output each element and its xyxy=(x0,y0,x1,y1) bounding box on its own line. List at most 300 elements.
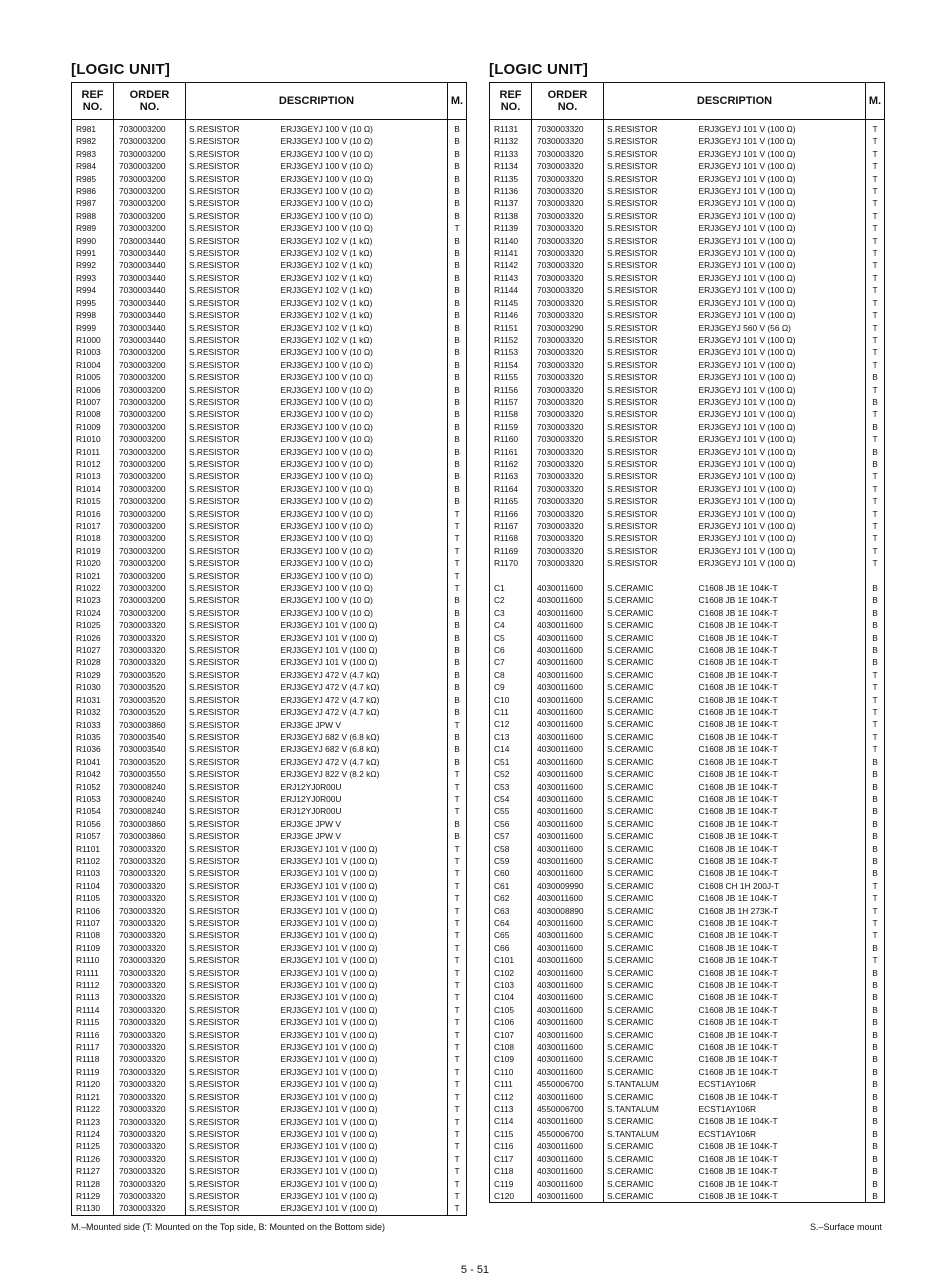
cell-part: ERJ3GEYJ 102 V (1 kΩ) xyxy=(278,235,448,247)
cell-desc: S.RESISTOR xyxy=(189,1004,240,1015)
cell-part: ERJ3GEYJ 101 V (100 Ω) xyxy=(696,433,866,445)
table-row xyxy=(72,880,467,892)
cell-desc: S.RESISTOR xyxy=(189,632,240,643)
cell-desc: S.RESISTOR xyxy=(189,533,240,544)
mounted-side-footnote: M.–Mounted side (T: Mounted on the Top side, B: Mounted on the Bottom side) xyxy=(71,1222,386,1232)
table-row xyxy=(72,259,467,271)
cell-desc: S.RESISTOR xyxy=(189,297,240,308)
cell-desc: S.RESISTOR xyxy=(189,645,240,656)
table-row xyxy=(72,222,467,234)
cell-m: T xyxy=(872,880,878,891)
cell-m: T xyxy=(454,1166,460,1177)
table-row xyxy=(72,867,467,879)
cell-order: 7030003320 xyxy=(532,259,604,271)
cell-desc: S.RESISTOR xyxy=(189,1116,240,1127)
cell-part: ERJ3GEYJ 560 V (56 Ω) xyxy=(696,322,866,334)
cell-ref: R992 xyxy=(72,259,114,271)
table-row xyxy=(72,1041,467,1053)
table-row xyxy=(490,1103,885,1115)
cell-desc: S.RESISTOR xyxy=(189,868,240,879)
table-row xyxy=(72,1202,467,1215)
cell-m: B xyxy=(872,1054,878,1065)
cell-desc: S.RESISTOR xyxy=(189,893,240,904)
cell-part: ERJ3GEYJ 472 V (4.7 kΩ) xyxy=(278,706,448,718)
cell-desc: S.CERAMIC xyxy=(607,657,654,668)
cell-desc: S.RESISTOR xyxy=(607,533,658,544)
cell-desc: S.RESISTOR xyxy=(189,855,240,866)
cell-desc: S.CERAMIC xyxy=(607,855,654,866)
cell-order: 4030011600 xyxy=(532,967,604,979)
cell-ref: C2 xyxy=(490,594,532,606)
cell-m: B xyxy=(454,347,460,358)
cell-order: 7030003200 xyxy=(114,160,186,172)
cell-ref: R1053 xyxy=(72,793,114,805)
cell-order: 7030003320 xyxy=(532,185,604,197)
cell-desc: S.CERAMIC xyxy=(607,1178,654,1189)
cell-ref: R1033 xyxy=(72,719,114,731)
cell-desc: S.RESISTOR xyxy=(189,260,240,271)
table-row xyxy=(72,706,467,718)
table-row xyxy=(490,718,885,730)
table-row xyxy=(490,421,885,433)
cell-ref: R1159 xyxy=(490,421,532,433)
cell-order: 7030003320 xyxy=(532,359,604,371)
cell-part: C1608 JB 1E 104K-T xyxy=(696,582,866,594)
cell-m: T xyxy=(454,1190,460,1201)
cell-part: ERJ3GEYJ 102 V (1 kΩ) xyxy=(278,259,448,271)
cell-desc: S.RESISTOR xyxy=(607,446,658,457)
right-parts-table xyxy=(489,82,885,1203)
cell-desc: S.RESISTOR xyxy=(189,458,240,469)
cell-order: 4030011600 xyxy=(532,1066,604,1078)
cell-part: ERJ3GEYJ 682 V (6.8 kΩ) xyxy=(278,731,448,743)
cell-desc: S.RESISTOR xyxy=(189,421,240,432)
table-row xyxy=(490,731,885,743)
cell-part: C1608 JB 1E 104K-T xyxy=(696,954,866,966)
cell-m: B xyxy=(872,831,878,842)
cell-part: ERJ3GEYJ 472 V (4.7 kΩ) xyxy=(278,694,448,706)
table-row xyxy=(72,979,467,991)
cell-part: ERJ3GEYJ 101 V (100 Ω) xyxy=(278,867,448,879)
cell-m: T xyxy=(872,917,878,928)
cell-part: ERJ3GEYJ 100 V (10 Ω) xyxy=(278,148,448,160)
cell-desc: S.CERAMIC xyxy=(607,843,654,854)
cell-order: 7030003200 xyxy=(114,396,186,408)
cell-desc: S.RESISTOR xyxy=(607,285,658,296)
cell-desc: S.RESISTOR xyxy=(189,210,240,221)
cell-order: 7030003320 xyxy=(114,991,186,1003)
table-row xyxy=(490,830,885,842)
cell-desc: S.CERAMIC xyxy=(607,1166,654,1177)
cell-order: 7030003200 xyxy=(114,346,186,358)
cell-desc: S.RESISTOR xyxy=(189,831,240,842)
table-row xyxy=(72,818,467,830)
cell-ref: R1101 xyxy=(72,843,114,855)
order-no-header: ORDER NO. xyxy=(114,83,186,120)
table-row xyxy=(490,743,885,755)
cell-part: ERJ3GEYJ 101 V (100 Ω) xyxy=(278,1091,448,1103)
cell-m: T xyxy=(454,1029,460,1040)
ref-no-header: REF NO. xyxy=(490,83,532,120)
cell-order: 7030003320 xyxy=(532,135,604,147)
cell-part: ERJ3GEYJ 101 V (100 Ω) xyxy=(278,656,448,668)
cell-part: ERJ12YJ0R00U xyxy=(278,805,448,817)
cell-m: T xyxy=(454,781,460,792)
cell-ref: R1114 xyxy=(72,1004,114,1016)
table-row xyxy=(490,520,885,532)
cell-desc: S.RESISTOR xyxy=(189,980,240,991)
cell-desc: S.CERAMIC xyxy=(607,880,654,891)
cell-ref: R1119 xyxy=(72,1066,114,1078)
cell-ref: R1104 xyxy=(72,880,114,892)
cell-order: 7030003320 xyxy=(532,495,604,507)
cell-ref: R1158 xyxy=(490,408,532,420)
cell-part: ERJ3GEYJ 101 V (100 Ω) xyxy=(696,334,866,346)
cell-part: C1608 JB 1E 104K-T xyxy=(696,1140,866,1152)
cell-order: 7030008240 xyxy=(114,781,186,793)
cell-order: 7030003320 xyxy=(532,470,604,482)
cell-ref: R1145 xyxy=(490,297,532,309)
mounted-side-header: M. xyxy=(866,83,885,120)
cell-m: T xyxy=(872,173,878,184)
cell-desc: S.RESISTOR xyxy=(607,558,658,569)
cell-desc: S.RESISTOR xyxy=(189,731,240,742)
cell-ref: R1127 xyxy=(72,1165,114,1177)
cell-desc: S.RESISTOR xyxy=(189,1042,240,1053)
cell-desc: S.RESISTOR xyxy=(189,1079,240,1090)
table-row xyxy=(490,867,885,879)
cell-order: 7030003200 xyxy=(114,570,186,582)
cell-ref: C116 xyxy=(490,1140,532,1152)
cell-part: ERJ3GEYJ 100 V (10 Ω) xyxy=(278,520,448,532)
cell-order: 4030011600 xyxy=(532,644,604,656)
cell-order: 7030003320 xyxy=(532,272,604,284)
table-row xyxy=(72,1029,467,1041)
table-row xyxy=(490,532,885,544)
cell-ref: R1136 xyxy=(490,185,532,197)
cell-desc: S.CERAMIC xyxy=(607,682,654,693)
cell-order: 7030003520 xyxy=(114,669,186,681)
table-row xyxy=(490,1091,885,1103)
table-row xyxy=(72,197,467,209)
table-row xyxy=(490,1165,885,1177)
cell-order: 7030003320 xyxy=(532,334,604,346)
cell-m: B xyxy=(872,1017,878,1028)
cell-m: B xyxy=(872,446,878,457)
cell-desc: S.RESISTOR xyxy=(189,1153,240,1164)
cell-m: B xyxy=(454,248,460,259)
cell-desc xyxy=(604,570,696,582)
cell-m: T xyxy=(872,434,878,445)
cell-order: 4030011600 xyxy=(532,1041,604,1053)
cell-part: ERJ3GEYJ 101 V (100 Ω) xyxy=(278,644,448,656)
cell-order: 7030003200 xyxy=(114,446,186,458)
cell-m: T xyxy=(872,508,878,519)
cell-part: ERJ3GEYJ 101 V (100 Ω) xyxy=(278,1116,448,1128)
cell-m: T xyxy=(872,893,878,904)
cell-m: B xyxy=(872,1178,878,1189)
cell-m: B xyxy=(454,272,460,283)
cell-ref: R1167 xyxy=(490,520,532,532)
cell-part: ERJ3GEYJ 100 V (10 Ω) xyxy=(278,421,448,433)
table-row xyxy=(490,805,885,817)
cell-m: B xyxy=(454,136,460,147)
cell-order: 7030003320 xyxy=(114,619,186,631)
cell-ref: R1020 xyxy=(72,557,114,569)
table-row xyxy=(490,1078,885,1090)
cell-m: T xyxy=(454,1054,460,1065)
cell-order: 7030003200 xyxy=(114,408,186,420)
cell-order: 4030011600 xyxy=(532,991,604,1003)
cell-order: 7030003520 xyxy=(114,681,186,693)
left-table-body xyxy=(72,120,467,1216)
cell-order: 4030011600 xyxy=(532,669,604,681)
cell-order: 7030003320 xyxy=(532,284,604,296)
cell-order: 7030003320 xyxy=(114,1029,186,1041)
cell-order: 7030003440 xyxy=(114,297,186,309)
cell-desc: S.RESISTOR xyxy=(189,558,240,569)
cell-m: T xyxy=(454,719,460,730)
cell-desc: S.RESISTOR xyxy=(607,409,658,420)
cell-m: B xyxy=(872,632,878,643)
cell-part: C1608 JB 1E 104K-T xyxy=(696,979,866,991)
cell-part: ECST1AY106R xyxy=(696,1128,866,1140)
table-row xyxy=(72,719,467,731)
table-row xyxy=(490,582,885,594)
cell-part: ERJ3GEYJ 100 V (10 Ω) xyxy=(278,532,448,544)
cell-part: ERJ3GEYJ 102 V (1 kΩ) xyxy=(278,322,448,334)
cell-order: 4030011600 xyxy=(532,855,604,867)
cell-desc: S.CERAMIC xyxy=(607,1042,654,1053)
table-row xyxy=(490,681,885,693)
cell-part: ERJ3GEYJ 101 V (100 Ω) xyxy=(696,297,866,309)
cell-desc: S.RESISTOR xyxy=(607,372,658,383)
cell-order: 7030003200 xyxy=(114,545,186,557)
table-row xyxy=(72,570,467,582)
cell-ref: R994 xyxy=(72,284,114,296)
cell-desc: S.RESISTOR xyxy=(189,1054,240,1065)
cell-desc: S.RESISTOR xyxy=(189,595,240,606)
cell-desc: S.RESISTOR xyxy=(189,880,240,891)
cell-order: 7030003320 xyxy=(114,1140,186,1152)
cell-part: C1608 CH 1H 200J-T xyxy=(696,880,866,892)
cell-desc: S.CERAMIC xyxy=(607,1004,654,1015)
cell-ref: C113 xyxy=(490,1103,532,1115)
cell-m: B xyxy=(872,1116,878,1127)
cell-m: B xyxy=(872,1141,878,1152)
table-row xyxy=(490,483,885,495)
cell-ref: R1041 xyxy=(72,756,114,768)
cell-desc: S.RESISTOR xyxy=(189,322,240,333)
table-row xyxy=(72,855,467,867)
cell-desc: S.RESISTOR xyxy=(189,756,240,767)
cell-desc: S.RESISTOR xyxy=(189,905,240,916)
cell-order: 7030003200 xyxy=(114,508,186,520)
cell-order: 7030003320 xyxy=(532,173,604,185)
left-parts-panel xyxy=(71,60,466,1216)
cell-m: T xyxy=(872,272,878,283)
table-row xyxy=(72,297,467,309)
cell-m: B xyxy=(872,942,878,953)
cell-part: C1608 JB 1E 104K-T xyxy=(696,917,866,929)
cell-desc: S.CERAMIC xyxy=(607,1091,654,1102)
table-row xyxy=(72,495,467,507)
cell-order: 7030003200 xyxy=(114,371,186,383)
cell-ref: R1024 xyxy=(72,607,114,619)
cell-ref: R1105 xyxy=(72,892,114,904)
table-row xyxy=(72,991,467,1003)
table-row xyxy=(490,768,885,780)
cell-ref: R1042 xyxy=(72,768,114,780)
cell-ref: R1052 xyxy=(72,781,114,793)
table-row xyxy=(72,532,467,544)
cell-part: C1608 JB 1H 273K-T xyxy=(696,905,866,917)
cell-desc: S.CERAMIC xyxy=(607,1153,654,1164)
cell-desc: S.CERAMIC xyxy=(607,719,654,730)
cell-desc: S.RESISTOR xyxy=(189,1128,240,1139)
table-row xyxy=(490,235,885,247)
cell-order: 7030003320 xyxy=(532,297,604,309)
cell-part: ERJ3GEYJ 102 V (1 kΩ) xyxy=(278,284,448,296)
cell-m: B xyxy=(454,186,460,197)
cell-part: C1608 JB 1E 104K-T xyxy=(696,731,866,743)
cell-part: ERJ3GEYJ 100 V (10 Ω) xyxy=(278,545,448,557)
cell-desc: S.RESISTOR xyxy=(189,744,240,755)
cell-desc: S.RESISTOR xyxy=(189,992,240,1003)
cell-desc: S.RESISTOR xyxy=(189,570,240,581)
cell-ref: R1110 xyxy=(72,954,114,966)
table-row xyxy=(490,942,885,954)
cell-desc: S.RESISTOR xyxy=(189,409,240,420)
table-row xyxy=(72,185,467,197)
cell-desc: S.RESISTOR xyxy=(189,372,240,383)
cell-order: 7030003320 xyxy=(114,644,186,656)
cell-order: 4030011600 xyxy=(532,718,604,730)
cell-ref: C1 xyxy=(490,582,532,594)
cell-m: T xyxy=(454,793,460,804)
cell-desc: S.RESISTOR xyxy=(189,669,240,680)
cell-order: 7030003320 xyxy=(114,843,186,855)
cell-m: B xyxy=(872,1091,878,1102)
cell-desc: S.RESISTOR xyxy=(607,508,658,519)
cell-desc: S.RESISTOR xyxy=(607,483,658,494)
cell-m: T xyxy=(872,223,878,234)
cell-part: ERJ3GEYJ 101 V (100 Ω) xyxy=(696,284,866,296)
cell-ref: C120 xyxy=(490,1190,532,1203)
cell-order: 4030011600 xyxy=(532,1190,604,1203)
cell-order: 7030003320 xyxy=(532,235,604,247)
cell-ref: R1133 xyxy=(490,148,532,160)
cell-ref: R1108 xyxy=(72,929,114,941)
cell-order: 7030003320 xyxy=(532,408,604,420)
cell-m: B xyxy=(872,1104,878,1115)
cell-desc: S.CERAMIC xyxy=(607,669,654,680)
table-row xyxy=(490,557,885,569)
cell-part: ERJ3GEYJ 100 V (10 Ω) xyxy=(278,557,448,569)
cell-part: ERJ12YJ0R00U xyxy=(278,781,448,793)
cell-part: ERJ3GEYJ 101 V (100 Ω) xyxy=(696,483,866,495)
table-row xyxy=(490,1053,885,1065)
table-row xyxy=(490,1178,885,1190)
cell-part: ERJ3GEYJ 101 V (100 Ω) xyxy=(278,1004,448,1016)
cell-part: ERJ3GEYJ 100 V (10 Ω) xyxy=(278,458,448,470)
cell-ref: C51 xyxy=(490,756,532,768)
cell-desc: S.CERAMIC xyxy=(607,917,654,928)
cell-order: 7030003440 xyxy=(114,284,186,296)
cell-ref: C117 xyxy=(490,1153,532,1165)
cell-m: B xyxy=(454,148,460,159)
right-panel-title: [LOGIC UNIT] xyxy=(489,61,589,78)
table-row xyxy=(72,582,467,594)
table-row xyxy=(490,433,885,445)
table-row xyxy=(490,929,885,941)
cell-order: 7030003320 xyxy=(114,892,186,904)
table-row xyxy=(72,694,467,706)
cell-desc: S.RESISTOR xyxy=(189,235,240,246)
cell-m: B xyxy=(454,731,460,742)
cell-desc: S.CERAMIC xyxy=(607,607,654,618)
cell-part: ERJ3GEYJ 100 V (10 Ω) xyxy=(278,470,448,482)
cell-ref: C9 xyxy=(490,681,532,693)
cell-part: ERJ3GEYJ 100 V (10 Ω) xyxy=(278,160,448,172)
cell-ref: R1032 xyxy=(72,706,114,718)
cell-m: T xyxy=(454,508,460,519)
cell-part: C1608 JB 1E 104K-T xyxy=(696,1053,866,1065)
cell-m: B xyxy=(872,645,878,656)
cell-m: B xyxy=(872,855,878,866)
cell-desc: S.RESISTOR xyxy=(189,508,240,519)
table-row xyxy=(490,148,885,160)
cell-part: C1608 JB 1E 104K-T xyxy=(696,681,866,693)
cell-part: ERJ3GEYJ 101 V (100 Ω) xyxy=(278,1128,448,1140)
table-row xyxy=(490,272,885,284)
cell-desc: S.RESISTOR xyxy=(607,136,658,147)
cell-part: ERJ3GEYJ 101 V (100 Ω) xyxy=(696,421,866,433)
cell-m: B xyxy=(872,657,878,668)
cell-ref: C62 xyxy=(490,892,532,904)
cell-m: T xyxy=(454,980,460,991)
cell-desc: S.TANTALUM xyxy=(607,1104,659,1115)
cell-m: T xyxy=(454,1128,460,1139)
cell-m: T xyxy=(872,248,878,259)
table-row xyxy=(490,197,885,209)
cell-ref: C115 xyxy=(490,1128,532,1140)
cell-ref: R1016 xyxy=(72,508,114,520)
table-row xyxy=(490,1029,885,1041)
cell-ref: R1163 xyxy=(490,470,532,482)
cell-desc: S.RESISTOR xyxy=(189,1166,240,1177)
cell-ref: C12 xyxy=(490,718,532,730)
cell-m: T xyxy=(872,310,878,321)
cell-part: C1608 JB 1E 104K-T xyxy=(696,867,866,879)
table-row xyxy=(490,793,885,805)
cell-ref: R1154 xyxy=(490,359,532,371)
cell-ref: R1009 xyxy=(72,421,114,433)
cell-order: 7030003320 xyxy=(114,967,186,979)
cell-part: ERJ3GEYJ 101 V (100 Ω) xyxy=(278,1066,448,1078)
cell-ref: R1035 xyxy=(72,731,114,743)
cell-m: B xyxy=(872,583,878,594)
cell-part: ERJ3GEYJ 101 V (100 Ω) xyxy=(278,1078,448,1090)
cell-desc: S.RESISTOR xyxy=(607,260,658,271)
cell-m: T xyxy=(454,918,460,928)
cell-part: ERJ3GEYJ 102 V (1 kΩ) xyxy=(278,272,448,284)
cell-order: 7030003320 xyxy=(532,210,604,222)
cell-part: C1608 JB 1E 104K-T xyxy=(696,781,866,793)
cell-part: ERJ3GEYJ 100 V (10 Ω) xyxy=(278,483,448,495)
cell-ref: C106 xyxy=(490,1016,532,1028)
cell-m: T xyxy=(872,905,878,916)
